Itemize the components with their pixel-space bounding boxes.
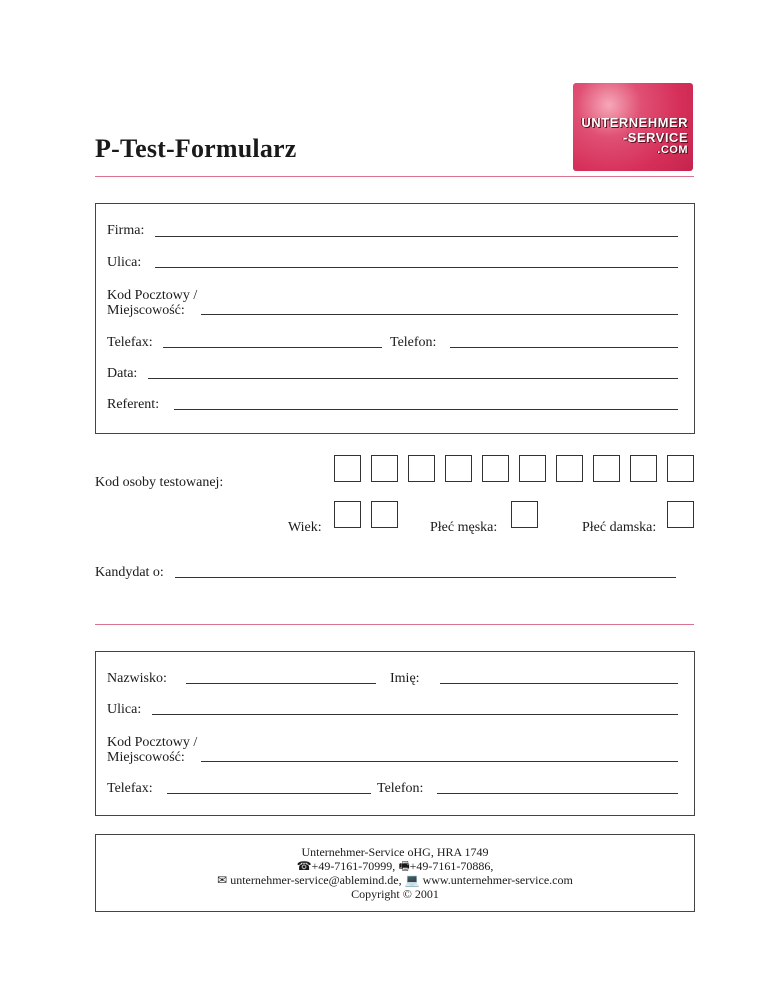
female-checkbox[interactable]	[667, 501, 694, 528]
kandydat-label: Kandydat o:	[95, 565, 164, 580]
middle-divider	[95, 624, 694, 625]
imie-label: Imię:	[390, 671, 420, 686]
code-box-9[interactable]	[630, 455, 657, 482]
footer-phone: +49-7161-70999,	[311, 859, 396, 873]
plec-meska-label: Płeć męska:	[430, 520, 498, 535]
computer-icon: 💻	[404, 873, 420, 887]
kod-pocztowy2-label: Kod Pocztowy /	[107, 735, 198, 750]
referent-field[interactable]	[174, 409, 678, 410]
ulica2-field[interactable]	[152, 714, 678, 715]
firma-label: Firma:	[107, 223, 145, 238]
miejscowosc-field[interactable]	[201, 314, 678, 315]
firma-field[interactable]	[155, 236, 678, 237]
nazwisko-field[interactable]	[186, 683, 376, 684]
footer-contact-line	[95, 859, 695, 873]
kod-pocztowy-label: Kod Pocztowy /	[107, 288, 198, 303]
telefon-label: Telefon:	[390, 335, 437, 350]
kod-osoby-label: Kod osoby testowanej:	[95, 475, 224, 490]
logo-line-3: .COM	[657, 144, 688, 156]
telefon2-field[interactable]	[437, 793, 678, 794]
miejscowosc2-label: Miejscowość:	[107, 750, 185, 765]
envelope-icon: ✉	[217, 873, 228, 887]
code-box-2[interactable]	[371, 455, 398, 482]
ulica-field[interactable]	[155, 267, 678, 268]
company-info-box	[95, 203, 695, 434]
footer-email[interactable]: unternehmer-service@ablemind.de,	[230, 873, 402, 887]
code-box-6[interactable]	[519, 455, 546, 482]
code-box-5[interactable]	[482, 455, 509, 482]
code-box-3[interactable]	[408, 455, 435, 482]
header-divider	[95, 176, 694, 177]
age-box-2[interactable]	[371, 501, 398, 528]
male-checkbox[interactable]	[511, 501, 538, 528]
miejscowosc2-field[interactable]	[201, 761, 678, 762]
telefax2-field[interactable]	[167, 793, 371, 794]
ulica2-label: Ulica:	[107, 702, 142, 717]
nazwisko-label: Nazwisko:	[107, 671, 167, 686]
plec-damska-label: Płeć damska:	[582, 520, 657, 535]
footer-company: Unternehmer-Service oHG, HRA 1749	[301, 845, 489, 859]
code-box-10[interactable]	[667, 455, 694, 482]
code-box-1[interactable]	[334, 455, 361, 482]
telefon-field[interactable]	[450, 347, 678, 348]
telefax-field[interactable]	[163, 347, 382, 348]
code-box-7[interactable]	[556, 455, 583, 482]
miejscowosc-label: Miejscowość:	[107, 303, 185, 318]
fax-icon: 🖷	[398, 859, 410, 873]
telefax-label: Telefax:	[107, 335, 153, 350]
page-title: P-Test-Formularz	[95, 134, 297, 163]
wiek-label: Wiek:	[288, 520, 322, 535]
data-field[interactable]	[148, 378, 678, 379]
logo-line-2: -SERVICE	[622, 130, 688, 145]
age-box-1[interactable]	[334, 501, 361, 528]
referent-label: Referent:	[107, 397, 160, 412]
footer-web-line	[95, 873, 695, 887]
ulica-label: Ulica:	[107, 255, 142, 270]
data-label: Data:	[107, 366, 138, 381]
footer-fax: +49-7161-70886,	[409, 859, 494, 873]
telefon2-label: Telefon:	[377, 781, 424, 796]
footer-web[interactable]: www.unternehmer-service.com	[422, 873, 573, 887]
footer-copyright: Copyright © 2001	[351, 887, 439, 901]
company-logo	[573, 83, 693, 171]
phone-icon: ☎	[296, 859, 312, 873]
code-box-4[interactable]	[445, 455, 472, 482]
logo-line-1: UNTERNEHMER	[581, 115, 688, 130]
imie-field[interactable]	[440, 683, 678, 684]
telefax2-label: Telefax:	[107, 781, 153, 796]
code-box-8[interactable]	[593, 455, 620, 482]
kandydat-field[interactable]	[175, 577, 676, 578]
